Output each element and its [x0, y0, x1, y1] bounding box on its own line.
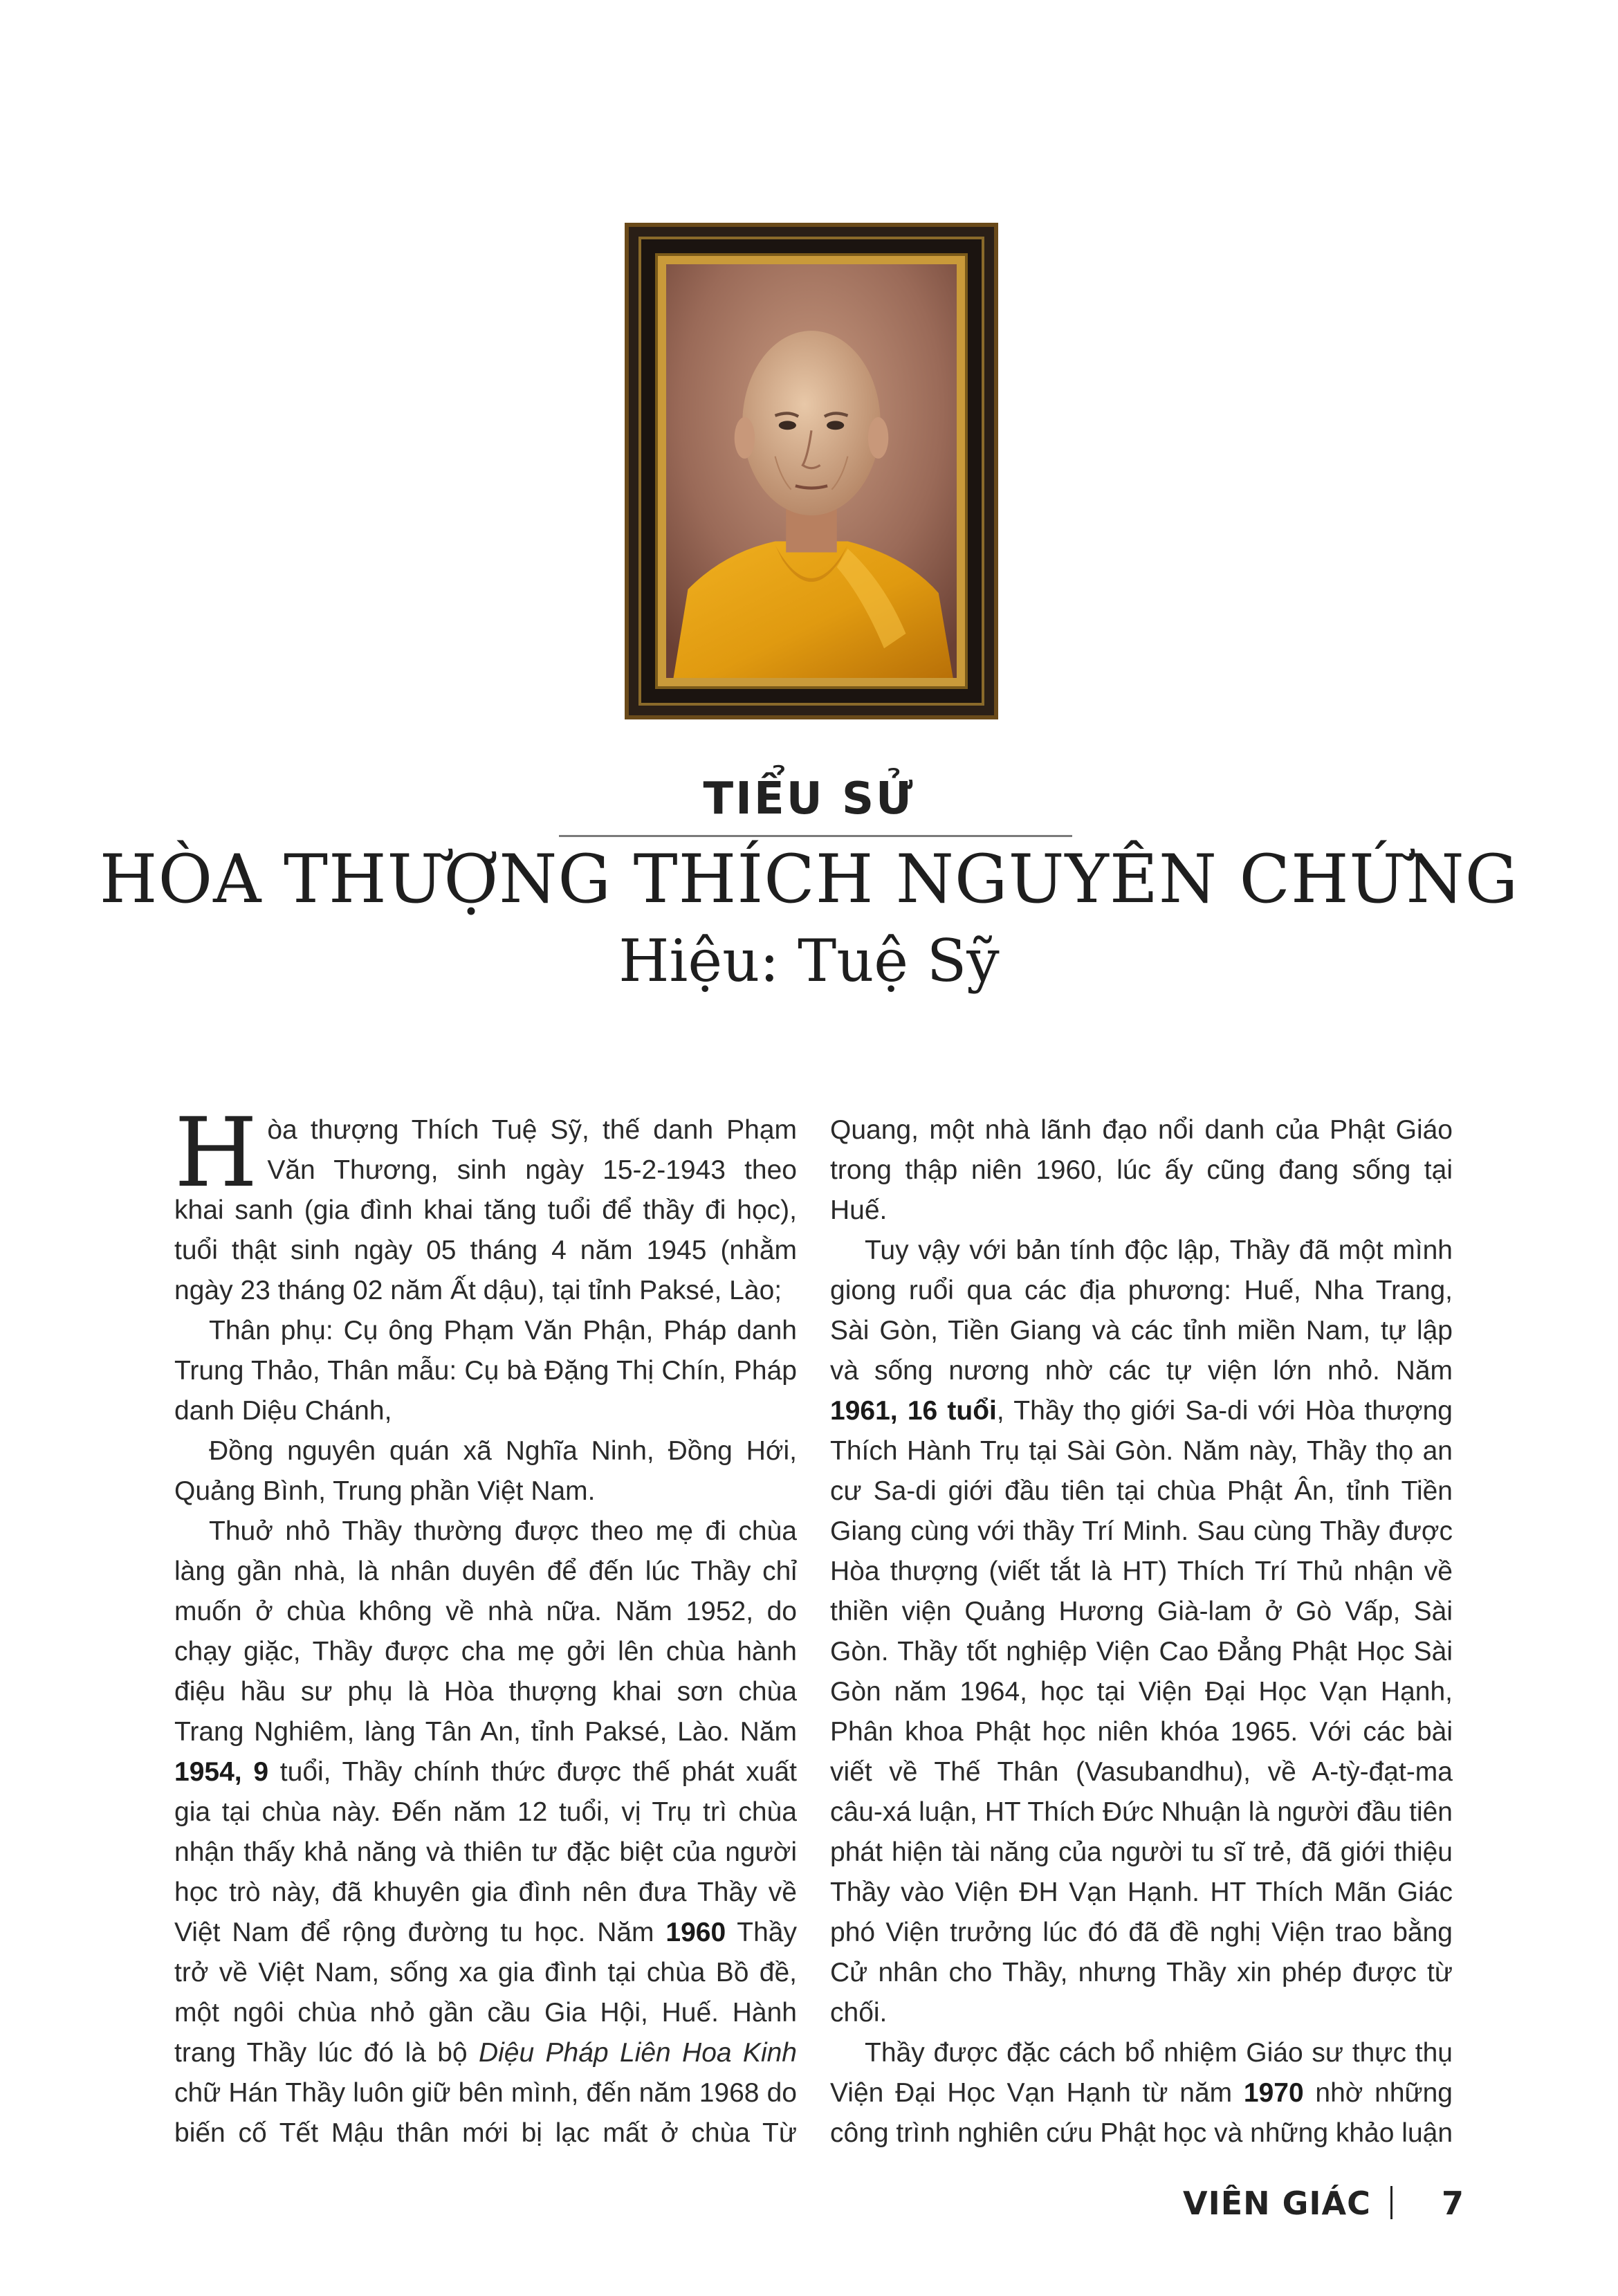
- paragraph: Hòa thượng Thích Tuệ Sỹ, thế danh Phạm Văn Thương, sinh ngày 15-2-1943 theo khai sanh (gia đình khai tăng tuổi để thầy đi học), tuổi thật sinh ngày 05 tháng 4 năm 1945 (nhằm ngày 23 tháng 02 năm Ất dậu), tại tỉnh Paksé, Lào;: [174, 1110, 797, 1305]
- section-kicker: TIỂU SỬ: [703, 773, 915, 825]
- page-title: HÒA THƯỢNG THÍCH NGUYÊN CHỨNG: [99, 841, 1519, 918]
- paragraph: Quang, một nhà lãnh đạo nổi danh của Phật Giáo trong thập niên 1960, lúc ấy cũng đang sống tại Huế.: [830, 1115, 1453, 1225]
- portrait-photo: [658, 256, 965, 686]
- drop-cap: H: [174, 1110, 258, 1209]
- magazine-name: VIÊN GIÁC: [1183, 2185, 1371, 2222]
- paragraph: Thuở nhỏ Thầy thường được theo mẹ đi chùa làng gần nhà, là nhân duyên để đến lúc Thầy chỉ muốn ở chùa không về nhà nữa. Năm 1952, do chạy giặc, Thầy được cha mẹ gởi lên chùa hành điệu hầu sư phụ là Hòa thượng khai sơn chùa Trang Nghiêm, làng Tân An, tỉnh Paksé, Lào. Năm 1954, 9 tuổi, Thầy chính thức được thế phát xuất gia tại chùa này. Đến năm 12 tuổi, vị Trụ trì chùa nhận thấy khả năng và thiên tư đặc biệt của người học trò này, đã khuyên gia đình nên đưa Thầy về Việt Nam để rộng đường tu học. Năm 1960 Thầy trở về Việt Nam, sống xa gia đình tại chùa Bồ đề, một ngôi chùa nhỏ gần cầu Gia Hội, Huế. Hành trang Thầy lúc đó là bộ Diệu Pháp Liên Hoa Kinh chữ Hán Thầy luôn giữ bên mình, đến năm 1968 do biến cố Tết Mậu thân mới bị lạc mất ở chùa Từ: [174, 1516, 797, 2148]
- paragraph: Tuy vậy với bản tính độc lập, Thầy đã một mình giong ruổi qua các địa phương: Huế, Nha Trang, Sài Gòn, Tiền Giang và các tỉnh miền Nam, tự lập và sống nương nhờ các tự viện lớn nhỏ. Năm 1961, 16 tuổi, Thầy thọ giới Sa-di với Hòa thượng Thích Hành Trụ tại Sài Gòn. Năm này, Thầy thọ an cư Sa-di giới đầu tiên tại chùa Phật Ân, tỉnh Tiền Giang cùng với thầy Trí Minh. Sau cùng Thầy được Hòa thượng (viết tắt là HT) Thích Trí Thủ nhận về thiền viện Quảng Hương Già-lam ở Gò Vấp, Sài Gòn. Thầy tốt nghiệp Viện Cao Đẳng Phật Học Sài Gòn năm 1964, học tại Viện Đại Học Vạn Hạnh, Phân khoa Phật học niên khóa 1965. Với các bài viết về Thế Thân (Vasubandhu), về A-tỳ-đạt-ma câu-xá luận, HT Thích Đức Nhuận là người đầu tiên phát hiện tài năng của người tu sĩ trẻ, đã giới thiệu Thầy vào Viện ĐH Vạn Hạnh. HT Thích Mãn Giác phó Viện trưởng lúc đó đã đề nghị Viện trao bằng Cử nhân cho Thầy, nhưng Thầy xin phép được từ chối.: [830, 1236, 1453, 2028]
- title-divider: [559, 835, 1072, 837]
- page-number: 7: [1442, 2185, 1464, 2222]
- page-footer: [1183, 2185, 1487, 2226]
- portrait-frame: [625, 223, 998, 719]
- monk-portrait-icon: [666, 264, 957, 678]
- paragraph: Thầy được đặc cách bổ nhiệm Giáo sư thực thụ Viện Đại Học Vạn Hạnh từ năm 1970 nhờ những công trình nghiên cứu Phật học và những khảo luận: [830, 2038, 1453, 2148]
- paragraph: Đồng nguyên quán xã Nghĩa Ninh, Đồng Hới, Quảng Bình, Trung phần Việt Nam.: [174, 1436, 797, 1506]
- footer-separator: [1390, 2186, 1392, 2219]
- page-subtitle: Hiệu: Tuệ Sỹ: [618, 927, 1000, 995]
- right-column: [830, 1110, 1453, 2155]
- left-column: [174, 1110, 797, 2155]
- paragraph: Thân phụ: Cụ ông Phạm Văn Phận, Pháp danh Trung Thảo, Thân mẫu: Cụ bà Đặng Thị Chín, Pháp danh Diệu Chánh,: [174, 1316, 797, 1426]
